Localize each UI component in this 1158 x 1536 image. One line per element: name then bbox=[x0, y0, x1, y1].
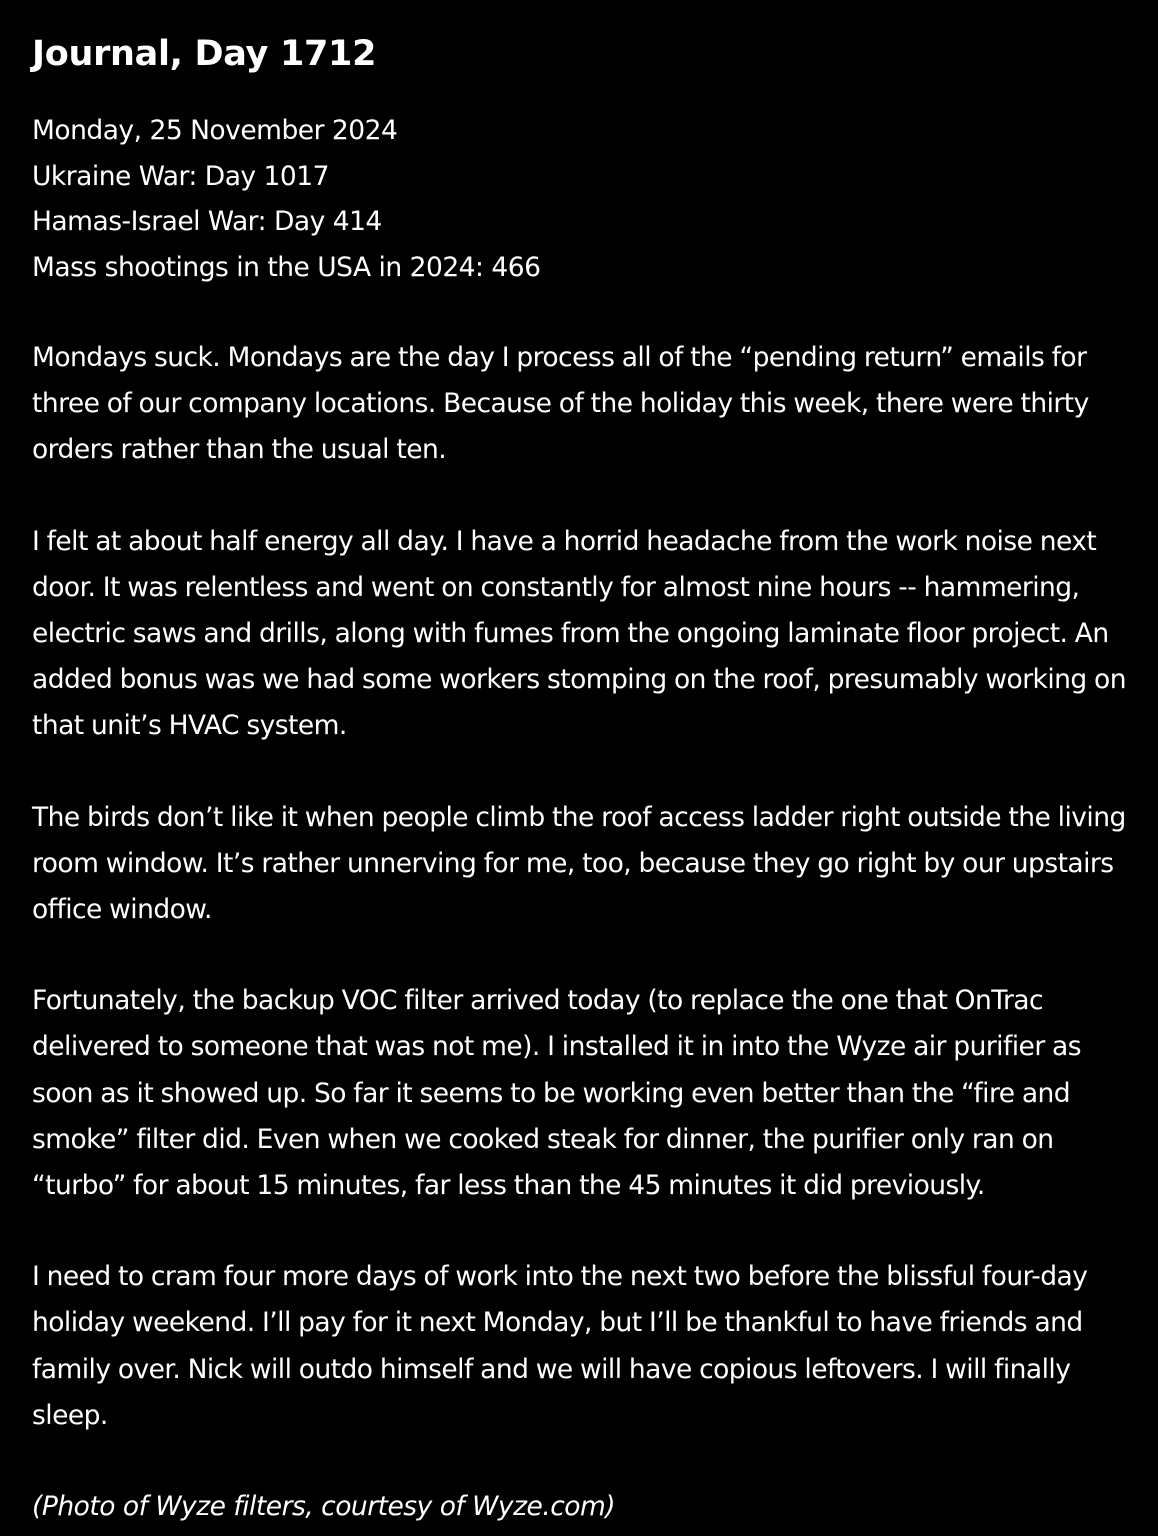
entry-date: Monday, 25 November 2024 bbox=[32, 115, 398, 146]
journal-meta bbox=[32, 108, 1126, 290]
paragraph-mondays: Mondays suck. Mondays are the day I process all of the “pending return” emails for three of our company locations. Because of the holiday this week, there were thirty orders rather than the usual ten. bbox=[32, 342, 1089, 466]
journal-title: Journal, Day 1712 bbox=[32, 34, 377, 74]
photo-caption: (Photo of Wyze filters, courtesy of Wyze.com) bbox=[32, 1491, 616, 1523]
paragraph-holiday: I need to cram four more days of work into the next two before the blissful four-day holiday weekend. I’ll pay for it next Monday, but I’ll be thankful to have friends and family over. Nick will outdo himself and we will have copious leftovers. I will finally sleep. bbox=[32, 1261, 1088, 1431]
hamas-israel-war-day: Hamas-Israel War: Day 414 bbox=[32, 206, 382, 237]
paragraph-energy: I felt at about half energy all day. I have a horrid headache from the work noise next door. It was relentless and went on constantly for almost nine hours -- hammering, electric saws and drills, along with fumes from the ongoing laminate floor project. An added bonus was we had some workers stomping on the roof, presumably working on that unit’s HVAC system. bbox=[32, 525, 1126, 742]
paragraph-birds: The birds don’t like it when people climb the roof access ladder right outside the living room window. It’s rather unnerving for me, too, because they go right by our upstairs office window. bbox=[32, 801, 1126, 926]
ukraine-war-day: Ukraine War: Day 1017 bbox=[32, 160, 329, 192]
mass-shootings-count: Mass shootings in the USA in 2024: 466 bbox=[32, 251, 541, 283]
paragraph-filter: Fortunately, the backup VOC filter arrived today (to replace the one that OnTrac delivered to someone that was not me). I installed it in into the Wyze air purifier as soon as it showed up. So far it seems to be working even better than the “fire and smoke” filter did. Even when we cooked steak for dinner, the purifier only ran on “turbo” for about 15 minutes, far less than the 45 minutes it did previously. bbox=[32, 985, 1081, 1202]
